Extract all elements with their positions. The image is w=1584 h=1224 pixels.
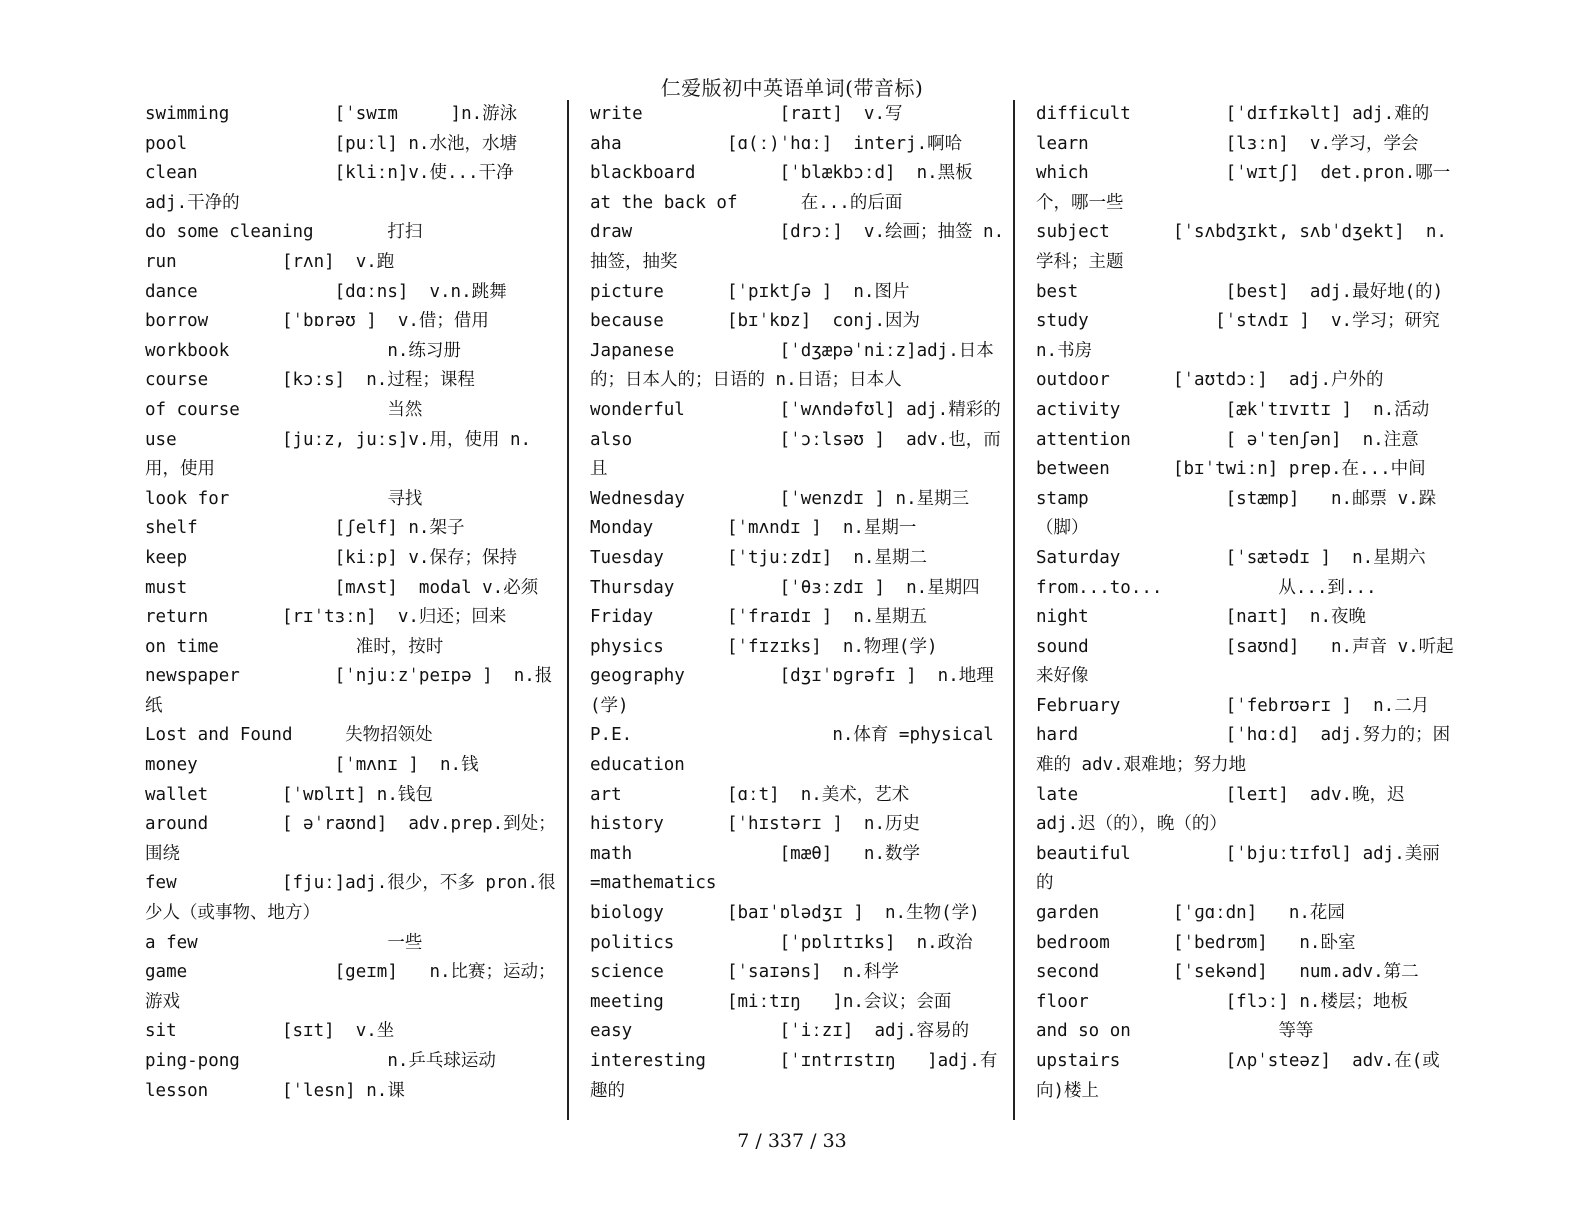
- vocab-entry: math [mæθ] n.数学 =mathematics: [590, 843, 931, 894]
- vocab-entry: write [raɪt] v.写: [590, 104, 903, 124]
- vocab-entry: attention [ əˈtenʃən] n.注意: [1036, 429, 1419, 450]
- vocab-entry: best [best] adj.最好地(的): [1036, 281, 1444, 302]
- vocab-entry: aha [ɑ(ː)ˈhɑː] interj.啊哈: [590, 133, 963, 154]
- vocab-entry: between [bɪˈtwiːn] prep.在...中间: [1036, 459, 1426, 480]
- vocab-entry: lesson [ˈlesn] n.课: [145, 1080, 405, 1101]
- vocab-entry: bedroom [ˈbedrʊm] n.卧室: [1036, 932, 1356, 953]
- vocab-entry: February [ˈfebrʊərɪ ] n.二月: [1036, 695, 1430, 716]
- vocab-entry: must [mʌst] modal v.必须: [145, 577, 539, 598]
- vocab-entry: Saturday [ˈsætədɪ ] n.星期六: [1036, 547, 1426, 568]
- vocab-entry: picture [ˈpɪktʃə ] n.图片: [590, 281, 910, 302]
- vocab-entry: use [juːz, juːs]v.用，使用 n.用，使用: [145, 429, 532, 480]
- vocab-entry: look for 寻找: [145, 488, 423, 509]
- vocab-entry: physics [ˈfɪzɪks] n.物理(学): [590, 636, 938, 657]
- vocab-entry: draw [drɔː] v.绘画；抽签 n.抽签，抽奖: [590, 222, 1005, 272]
- vocab-entry: newspaper [ˈnjuːzˈpeɪpə ] n.报纸: [145, 666, 553, 716]
- vocab-column-1: [145, 100, 565, 1106]
- vocab-entry: meeting [miːtɪŋ ]n.会议；会面: [590, 991, 952, 1012]
- vocab-entry: Monday [ˈmʌndɪ ] n.星期一: [590, 518, 917, 539]
- vocab-entry: game [geɪm] n.比赛；运动；游戏: [145, 962, 556, 1012]
- vocab-entry: few [fjuː]adj.很少，不多 pron.很少人（或事物、地方）: [145, 873, 556, 924]
- vocab-entry: night [naɪt] n.夜晚: [1036, 607, 1367, 628]
- vocab-entry: outdoor [ˈaʊtdɔː] adj.户外的: [1036, 370, 1384, 391]
- vocab-entry: stamp [stæmp] n.邮票 v.跺（脚）: [1036, 488, 1437, 539]
- vocab-entry: beautiful [ˈbjuːtɪfʊl] adj.美丽的: [1036, 843, 1440, 894]
- vocab-entry: money [ˈmʌnɪ ] n.钱: [145, 755, 479, 776]
- vocab-entry: Thursday [ˈθɜːzdɪ ] n.星期四: [590, 577, 980, 598]
- page-number: 7 / 337 / 33: [737, 1130, 847, 1152]
- vocab-entry: on time 准时，按时: [145, 636, 444, 657]
- vocab-column-2: [590, 100, 1010, 1106]
- vocab-entry: workbook n.练习册: [145, 340, 461, 361]
- vocab-entry: swimming [ˈswɪm ]n.游泳: [145, 104, 518, 124]
- vocab-entry: borrow [ˈbɒrəʊ ] v.借；借用: [145, 311, 489, 332]
- vocab-entry: pool [puːl] n.水池，水塘: [145, 133, 517, 154]
- vocab-entry: art [ɑːt] n.美术，艺术: [590, 784, 910, 805]
- vocab-entry: do some cleaning 打扫: [145, 222, 423, 243]
- vocab-entry: study [ˈstʌdɪ ] v.学习；研究 n.书房: [1036, 311, 1451, 361]
- vocab-entry: blackboard [ˈblækbɔːd] n.黑板: [590, 163, 973, 184]
- page-title: 仁爱版初中英语单词(带音标): [660, 76, 924, 100]
- vocab-entry: clean [kliːn]v.使...干净 adj.干净的: [145, 163, 525, 213]
- vocab-entry: sound [saʊnd] n.声音 v.听起来好像: [1036, 636, 1454, 687]
- vocab-entry: Lost and Found 失物招领处: [145, 725, 433, 746]
- vocab-entry: which [ˈwɪtʃ] det.pron.哪一个，哪一些: [1036, 163, 1451, 213]
- vocab-entry: wallet [ˈwɒlɪt] n.钱包: [145, 784, 433, 805]
- vocab-entry: upstairs [ʌpˈsteəz] adv.在(或向)楼上: [1036, 1051, 1440, 1101]
- vocab-entry: ping-pong n.乒乓球运动: [145, 1051, 496, 1071]
- vocab-entry: keep [kiːp] v.保存；保持: [145, 547, 517, 568]
- vocab-entry: hard [ˈhɑːd] adj.努力的；困难的 adv.艰难地；努力地: [1036, 725, 1451, 776]
- vocab-entry: at the back of 在...的后面: [590, 192, 903, 213]
- vocab-entry: interesting [ˈɪntrɪstɪŋ ]adj.有趣的: [590, 1051, 998, 1101]
- vocab-entry: learn [lɜːn] v.学习，学会: [1036, 133, 1419, 154]
- vocab-entry: subject [ˈsʌbdʒɪkt, sʌbˈdʒekt] n.学科；主题: [1036, 222, 1447, 272]
- vocab-entry: around [ əˈraʊnd] adv.prep.到处；围绕: [145, 814, 556, 864]
- vocab-entry: history [ˈhɪstərɪ ] n.历史: [590, 814, 921, 835]
- vocab-entry: wonderful [ˈwʌndəfʊl] adj.精彩的: [590, 399, 1001, 420]
- vocab-entry: course [kɔːs] n.过程；课程: [145, 370, 475, 391]
- vocab-entry: late [leɪt] adv.晚，迟 adj.迟（的），晚（的）: [1036, 784, 1416, 835]
- vocab-entry: of course 当然: [145, 399, 423, 420]
- vocab-entry: science [ˈsaɪəns] n.科学: [590, 962, 899, 983]
- vocab-entry: geography [dʒɪˈɒɡrəfɪ ] n.地理(学): [590, 666, 994, 716]
- vocab-entry: Japanese [ˈdʒæpəˈniːz]adj.日本的；日本人的；日语的 n.日语；日本人: [590, 340, 994, 391]
- vocab-entry: difficult [ˈdɪfɪkəlt] adj.难的: [1036, 104, 1430, 124]
- column-divider: [567, 100, 569, 1120]
- vocab-entry: run [rʌn] v.跑: [145, 251, 395, 272]
- vocab-entry: biology [baɪˈɒlədʒɪ ] n.生物(学): [590, 903, 980, 924]
- column-divider: [1013, 100, 1015, 1120]
- vocab-entry: shelf [ʃelf] n.架子: [145, 518, 465, 539]
- vocab-entry: from...to... 从...到...: [1036, 577, 1377, 598]
- vocab-entry: also [ˈɔːlsəʊ ] adv.也，而且: [590, 429, 1001, 480]
- vocab-entry: return [rɪˈtɜːn] v.归还；回来: [145, 607, 507, 628]
- vocab-entry: garden [ˈɡɑːdn] n.花园: [1036, 903, 1345, 924]
- vocab-column-3: [1036, 100, 1456, 1106]
- vocab-entry: floor [flɔː] n.楼层；地板: [1036, 991, 1408, 1012]
- vocab-entry: Friday [ˈfraɪdɪ ] n.星期五: [590, 607, 927, 628]
- vocab-entry: and so on 等等: [1036, 1021, 1314, 1042]
- vocab-entry: Wednesday [ˈwenzdɪ ] n.星期三: [590, 488, 970, 509]
- vocab-entry: sit [sɪt] v.坐: [145, 1021, 395, 1042]
- vocab-entry: dance [dɑːns] v.n.跳舞: [145, 281, 507, 302]
- vocab-entry: second [ˈsekənd] num.adv.第二: [1036, 962, 1419, 983]
- vocab-entry: because [bɪˈkɒz] conj.因为: [590, 311, 921, 332]
- vocab-entry: politics [ˈpɒlɪtɪks] n.政治: [590, 932, 973, 953]
- vocab-entry: easy [ˈiːzɪ] adj.容易的: [590, 1021, 970, 1042]
- vocab-entry: a few 一些: [145, 932, 423, 953]
- vocab-entry: P.E. n.体育 =physical education: [590, 725, 1005, 776]
- vocab-entry: Tuesday [ˈtjuːzdɪ] n.星期二: [590, 547, 927, 568]
- vocab-entry: activity [ækˈtɪvɪtɪ ] n.活动: [1036, 399, 1430, 420]
